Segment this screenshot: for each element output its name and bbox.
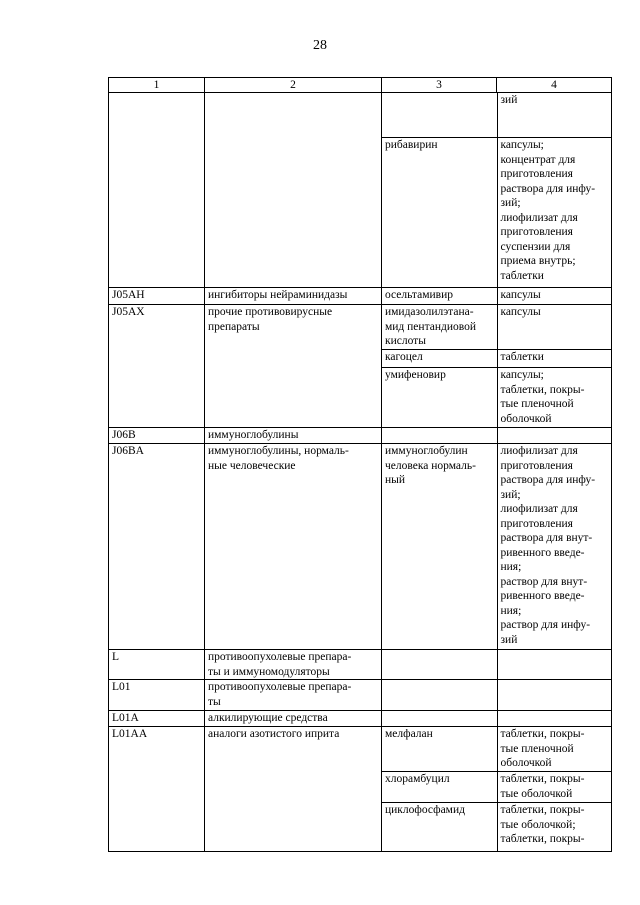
dosage-forms: таблетки, покры- тые оболочкой; таблетки, покры- [500,804,585,845]
dosage-forms: капсулы [500,306,541,318]
drug-list-cell [382,650,612,680]
drug-name-cell [382,803,497,852]
atc-code: J05AX [112,306,145,318]
dosage-forms: капсулы; таблетки, покры- тые пленочной оболочкой [500,369,585,425]
drug-subtable [382,93,612,287]
dosage-forms-cell [497,772,612,803]
drug-name-cell [382,650,497,679]
atc-code: J05AH [112,289,145,301]
atc-code-cell [109,680,205,711]
table-row [109,428,612,444]
drug-name-cell [382,350,497,368]
group-name: алкилирующие средства [208,712,328,724]
dosage-forms: таблетки, покры- тые оболочкой [500,773,585,800]
group-name-cell [205,711,382,727]
group-name: противоопухолевые препара- ты [208,681,352,708]
drug-list-cell [382,680,612,711]
drug-subtable [382,305,612,427]
drug-name-cell [382,727,497,772]
group-name-cell [205,305,382,428]
drug-name: кагоцел [385,351,423,363]
drug-row [382,93,612,138]
dosage-forms-cell [497,93,612,138]
drug-subtable [382,727,612,851]
dosage-forms-cell [497,650,612,679]
dosage-forms-cell [497,727,612,772]
group-name: аналоги азотистого иприта [208,728,340,740]
group-name-cell [205,93,382,288]
table-row [109,305,612,428]
header-cell: 2 [205,78,382,93]
dosage-forms-cell [497,350,612,368]
atc-code: J06B [112,429,136,441]
group-name: прочие противовирусные препараты [208,306,333,333]
table-row [109,93,612,288]
drug-list-cell [382,711,612,727]
atc-code-cell [109,711,205,727]
table-header-row [109,78,612,93]
atc-code-cell [109,444,205,650]
drug-subtable [382,444,612,649]
drug-list-cell [382,93,612,288]
group-name-cell [205,650,382,680]
dosage-forms-cell [497,368,612,428]
dosage-forms-cell [497,288,612,304]
drug-name-cell [382,444,497,649]
drug-name: умифеновир [385,369,446,381]
drug-name-cell [382,711,497,726]
drug-row [382,727,612,772]
atc-code: J06BA [112,445,144,457]
drug-subtable [382,428,612,443]
drug-name: имидазолилэтана- мид пентандиовой кислоты [385,306,477,347]
drug-list-cell [382,444,612,650]
drug-name: хлорамбуцил [385,773,450,785]
atc-code-cell [109,288,205,305]
dosage-forms: лиофилизат для приготовления раствора для инфу- зий; лиофилизат для приготовления раствора для внут- ривенного введе- ния; раствор для внут- ривенного введе- ния; раствор для инфу- зий [500,445,596,646]
table-row [109,444,612,650]
group-name: иммуноглобулины [208,429,299,441]
dosage-forms: капсулы; концентрат для приготовления раствора для инфу- зий; лиофилизат для приготовления суспензии для приема внутрь; таблетки [500,139,596,282]
drug-subtable [382,680,612,710]
atc-code: L01 [112,681,131,693]
dosage-forms-cell [497,444,612,649]
drug-classification-table [108,77,612,852]
drug-row [382,772,612,803]
drug-name-cell [382,368,497,428]
drug-name: осельтамивир [385,289,453,301]
group-name: противоопухолевые препара- ты и иммуномодуляторы [208,651,352,678]
drug-subtable [382,650,612,679]
group-name-cell [205,288,382,305]
drug-subtable [382,711,612,726]
drug-subtable [382,288,612,304]
drug-row [382,803,612,852]
drug-row [382,288,612,304]
table-row [109,711,612,727]
group-name-cell [205,428,382,444]
group-name-cell [205,727,382,852]
drug-name-cell [382,428,497,443]
table-row [109,288,612,305]
atc-code-cell [109,93,205,288]
atc-code: L01A [112,712,139,724]
drug-row [382,711,612,726]
dosage-forms-cell [497,803,612,852]
header-cell: 4 [497,78,612,93]
drug-row [382,305,612,350]
table-row [109,650,612,680]
dosage-forms-cell [497,428,612,443]
drug-list-cell [382,428,612,444]
header-cell: 1 [109,78,205,93]
drug-name-cell [382,288,497,304]
header-cell: 3 [382,78,497,93]
drug-list-cell [382,288,612,305]
drug-name-cell [382,680,497,710]
drug-name: иммуноглобулин человека нормаль- ный [385,445,476,486]
dosage-forms-cell [497,305,612,350]
dosage-forms-cell [497,711,612,726]
drug-list-cell [382,727,612,852]
atc-code-cell [109,305,205,428]
drug-name-cell [382,138,497,288]
drug-row [382,138,612,288]
drug-row [382,680,612,710]
group-name-cell [205,680,382,711]
drug-row [382,444,612,649]
drug-name: мелфалан [385,728,433,740]
atc-code-cell [109,428,205,444]
dosage-forms-cell [497,138,612,288]
drug-row [382,368,612,428]
atc-code: L [112,651,120,663]
atc-code: L01AA [112,728,148,740]
dosage-forms: зий [500,94,518,106]
drug-row [382,650,612,679]
drug-name-cell [382,93,497,138]
table-row [109,727,612,852]
group-name: ингибиторы нейраминидазы [208,289,348,301]
page-number: 28 [313,38,327,53]
dosage-forms: таблетки, покры- тые пленочной оболочкой [500,728,585,769]
dosage-forms: таблетки [500,351,544,363]
drug-name-cell [382,305,497,350]
dosage-forms: капсулы [500,289,541,301]
drug-name: циклофосфамид [385,804,465,816]
drug-row [382,350,612,368]
atc-code-cell [109,727,205,852]
table-row [109,680,612,711]
dosage-forms-cell [497,680,612,710]
group-name: иммуноглобулины, нормаль- ные человеческие [208,445,349,472]
drug-list-cell [382,305,612,428]
group-name-cell [205,444,382,650]
drug-name: рибавирин [385,139,438,151]
drug-name-cell [382,772,497,803]
atc-code-cell [109,650,205,680]
drug-row [382,428,612,443]
